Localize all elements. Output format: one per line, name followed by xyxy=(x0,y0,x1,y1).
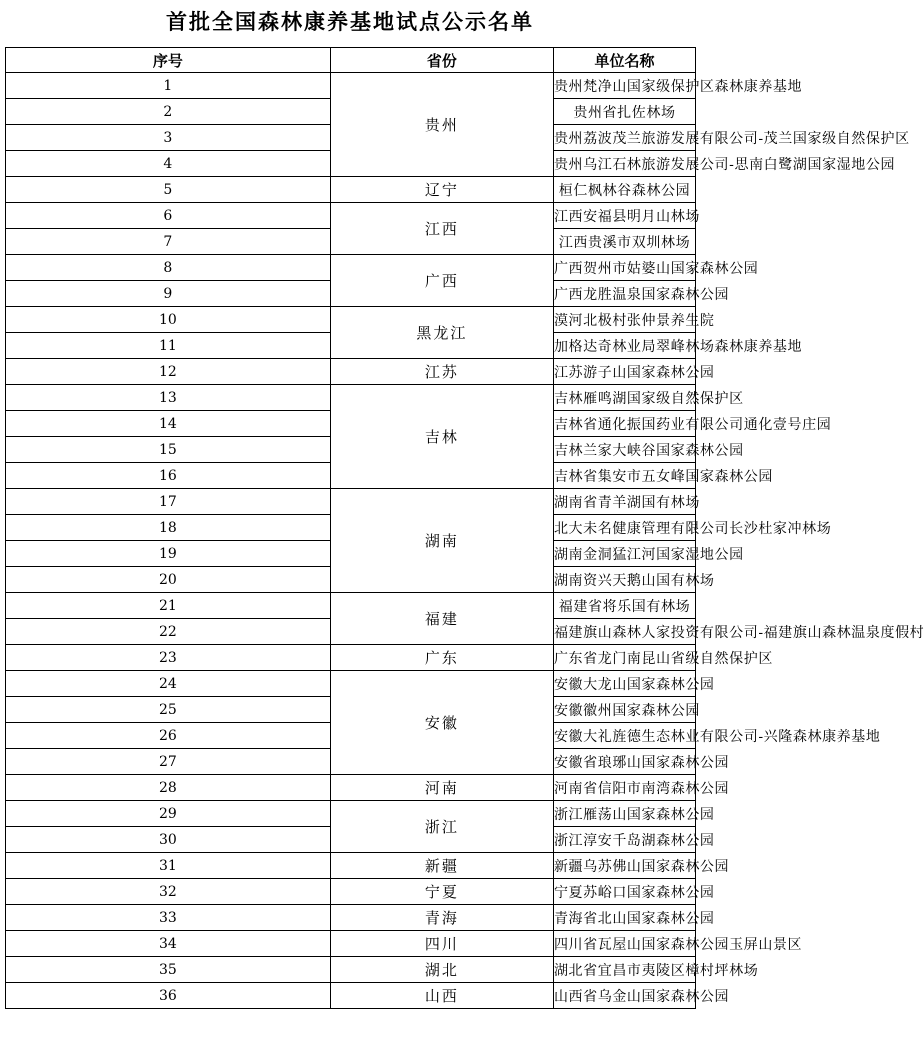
cell-seq: 4 xyxy=(6,151,331,177)
cell-seq: 19 xyxy=(6,541,331,567)
cell-unit-name: 河南省信阳市南湾森林公园 xyxy=(553,775,695,801)
cell-seq: 31 xyxy=(6,853,331,879)
cell-seq: 35 xyxy=(6,957,331,983)
table-row xyxy=(6,359,696,385)
cell-unit-name: 安徽徽州国家森林公园 xyxy=(553,697,695,723)
table-row xyxy=(6,645,696,671)
cell-unit-name: 吉林兰家大峡谷国家森林公园 xyxy=(553,437,695,463)
header-seq: 序号 xyxy=(6,48,331,73)
cell-seq: 18 xyxy=(6,515,331,541)
cell-seq: 9 xyxy=(6,281,331,307)
cell-unit-name: 吉林省通化振国药业有限公司通化壹号庄园 xyxy=(553,411,695,437)
cell-seq: 6 xyxy=(6,203,331,229)
cell-unit-name: 浙江淳安千岛湖森林公园 xyxy=(553,827,695,853)
cell-unit-name: 四川省瓦屋山国家森林公园玉屏山景区 xyxy=(553,931,695,957)
cell-province: 青海 xyxy=(330,905,553,931)
cell-unit-name: 新疆乌苏佛山国家森林公园 xyxy=(553,853,695,879)
header-province: 省份 xyxy=(330,48,553,73)
cell-province: 浙江 xyxy=(330,801,553,853)
cell-seq: 25 xyxy=(6,697,331,723)
cell-province: 贵州 xyxy=(330,73,553,177)
cell-seq: 17 xyxy=(6,489,331,515)
table-row xyxy=(6,801,696,827)
cell-province: 广西 xyxy=(330,255,553,307)
cell-province: 湖北 xyxy=(330,957,553,983)
table-row xyxy=(6,177,696,203)
cell-seq: 24 xyxy=(6,671,331,697)
cell-unit-name: 浙江雁荡山国家森林公园 xyxy=(553,801,695,827)
cell-unit-name: 广西龙胜温泉国家森林公园 xyxy=(553,281,695,307)
cell-unit-name: 漠河北极村张仲景养生院 xyxy=(553,307,695,333)
cell-unit-name: 北大未名健康管理有限公司长沙杜家冲林场 xyxy=(553,515,695,541)
cell-seq: 23 xyxy=(6,645,331,671)
header-unit: 单位名称 xyxy=(553,48,695,73)
cell-seq: 33 xyxy=(6,905,331,931)
cell-seq: 27 xyxy=(6,749,331,775)
cell-seq: 8 xyxy=(6,255,331,281)
cell-unit-name: 贵州梵净山国家级保护区森林康养基地 xyxy=(553,73,695,99)
cell-province: 安徽 xyxy=(330,671,553,775)
cell-unit-name: 吉林雁鸣湖国家级自然保护区 xyxy=(553,385,695,411)
cell-unit-name: 湖北省宜昌市夷陵区樟村坪林场 xyxy=(553,957,695,983)
cell-province: 新疆 xyxy=(330,853,553,879)
cell-seq: 29 xyxy=(6,801,331,827)
cell-unit-name: 安徽大礼旌德生态林业有限公司-兴隆森林康养基地 xyxy=(553,723,695,749)
cell-province: 河南 xyxy=(330,775,553,801)
cell-unit-name: 江西安福县明月山林场 xyxy=(553,203,695,229)
cell-unit-name: 贵州乌江石林旅游发展公司-思南白鹭湖国家湿地公园 xyxy=(553,151,695,177)
table-row xyxy=(6,203,696,229)
cell-seq: 2 xyxy=(6,99,331,125)
cell-unit-name: 安徽大龙山国家森林公园 xyxy=(553,671,695,697)
table-row xyxy=(6,593,696,619)
cell-province: 广东 xyxy=(330,645,553,671)
table-row xyxy=(6,489,696,515)
table-row xyxy=(6,307,696,333)
table-row xyxy=(6,931,696,957)
table-row xyxy=(6,671,696,697)
cell-province: 四川 xyxy=(330,931,553,957)
cell-seq: 10 xyxy=(6,307,331,333)
cell-seq: 5 xyxy=(6,177,331,203)
cell-unit-name: 广西贺州市姑婆山国家森林公园 xyxy=(553,255,695,281)
table-header-row xyxy=(6,48,696,73)
cell-unit-name: 吉林省集安市五女峰国家森林公园 xyxy=(553,463,695,489)
cell-province: 宁夏 xyxy=(330,879,553,905)
cell-province: 黑龙江 xyxy=(330,307,553,359)
cell-seq: 36 xyxy=(6,983,331,1009)
cell-seq: 28 xyxy=(6,775,331,801)
cell-seq: 12 xyxy=(6,359,331,385)
table-row xyxy=(6,879,696,905)
cell-seq: 32 xyxy=(6,879,331,905)
cell-unit-name: 贵州省扎佐林场 xyxy=(553,99,695,125)
table-row xyxy=(6,775,696,801)
cell-seq: 3 xyxy=(6,125,331,151)
cell-unit-name: 江西贵溪市双圳林场 xyxy=(553,229,695,255)
cell-seq: 22 xyxy=(6,619,331,645)
cell-seq: 21 xyxy=(6,593,331,619)
cell-unit-name: 贵州荔波茂兰旅游发展有限公司-茂兰国家级自然保护区 xyxy=(553,125,695,151)
cell-seq: 16 xyxy=(6,463,331,489)
cell-unit-name: 湖南资兴天鹅山国有林场 xyxy=(553,567,695,593)
cell-unit-name: 桓仁枫林谷森林公园 xyxy=(553,177,695,203)
cell-province: 江西 xyxy=(330,203,553,255)
cell-unit-name: 广东省龙门南昆山省级自然保护区 xyxy=(553,645,695,671)
pilot-list-table xyxy=(5,47,924,1009)
cell-unit-name: 山西省乌金山国家森林公园 xyxy=(553,983,695,1009)
cell-seq: 15 xyxy=(6,437,331,463)
table-row xyxy=(6,905,696,931)
table-row xyxy=(6,73,696,99)
cell-unit-name: 湖南省青羊湖国有林场 xyxy=(553,489,695,515)
table-row xyxy=(6,385,696,411)
cell-seq: 11 xyxy=(6,333,331,359)
table-row xyxy=(6,957,696,983)
page-title: 首批全国森林康养基地试点公示名单 xyxy=(166,10,534,34)
cell-unit-name: 宁夏苏峪口国家森林公园 xyxy=(553,879,695,905)
cell-seq: 1 xyxy=(6,73,331,99)
table-row xyxy=(6,853,696,879)
cell-province: 山西 xyxy=(330,983,553,1009)
cell-province: 江苏 xyxy=(330,359,553,385)
cell-unit-name: 加格达奇林业局翠峰林场森林康养基地 xyxy=(553,333,695,359)
cell-unit-name: 福建旗山森林人家投资有限公司-福建旗山森林温泉度假村 xyxy=(553,619,695,645)
cell-seq: 13 xyxy=(6,385,331,411)
table-body xyxy=(6,73,924,1009)
cell-province: 辽宁 xyxy=(330,177,553,203)
table-row xyxy=(6,255,696,281)
cell-province: 福建 xyxy=(330,593,553,645)
cell-province: 吉林 xyxy=(330,385,553,489)
cell-seq: 26 xyxy=(6,723,331,749)
cell-unit-name: 青海省北山国家森林公园 xyxy=(553,905,695,931)
table-row xyxy=(6,983,696,1009)
cell-unit-name: 江苏游子山国家森林公园 xyxy=(553,359,695,385)
cell-unit-name: 湖南金洞猛江河国家湿地公园 xyxy=(553,541,695,567)
cell-seq: 7 xyxy=(6,229,331,255)
cell-seq: 30 xyxy=(6,827,331,853)
cell-unit-name: 安徽省琅琊山国家森林公园 xyxy=(553,749,695,775)
cell-seq: 20 xyxy=(6,567,331,593)
cell-seq: 14 xyxy=(6,411,331,437)
cell-seq: 34 xyxy=(6,931,331,957)
cell-province: 湖南 xyxy=(330,489,553,593)
cell-unit-name: 福建省将乐国有林场 xyxy=(553,593,695,619)
